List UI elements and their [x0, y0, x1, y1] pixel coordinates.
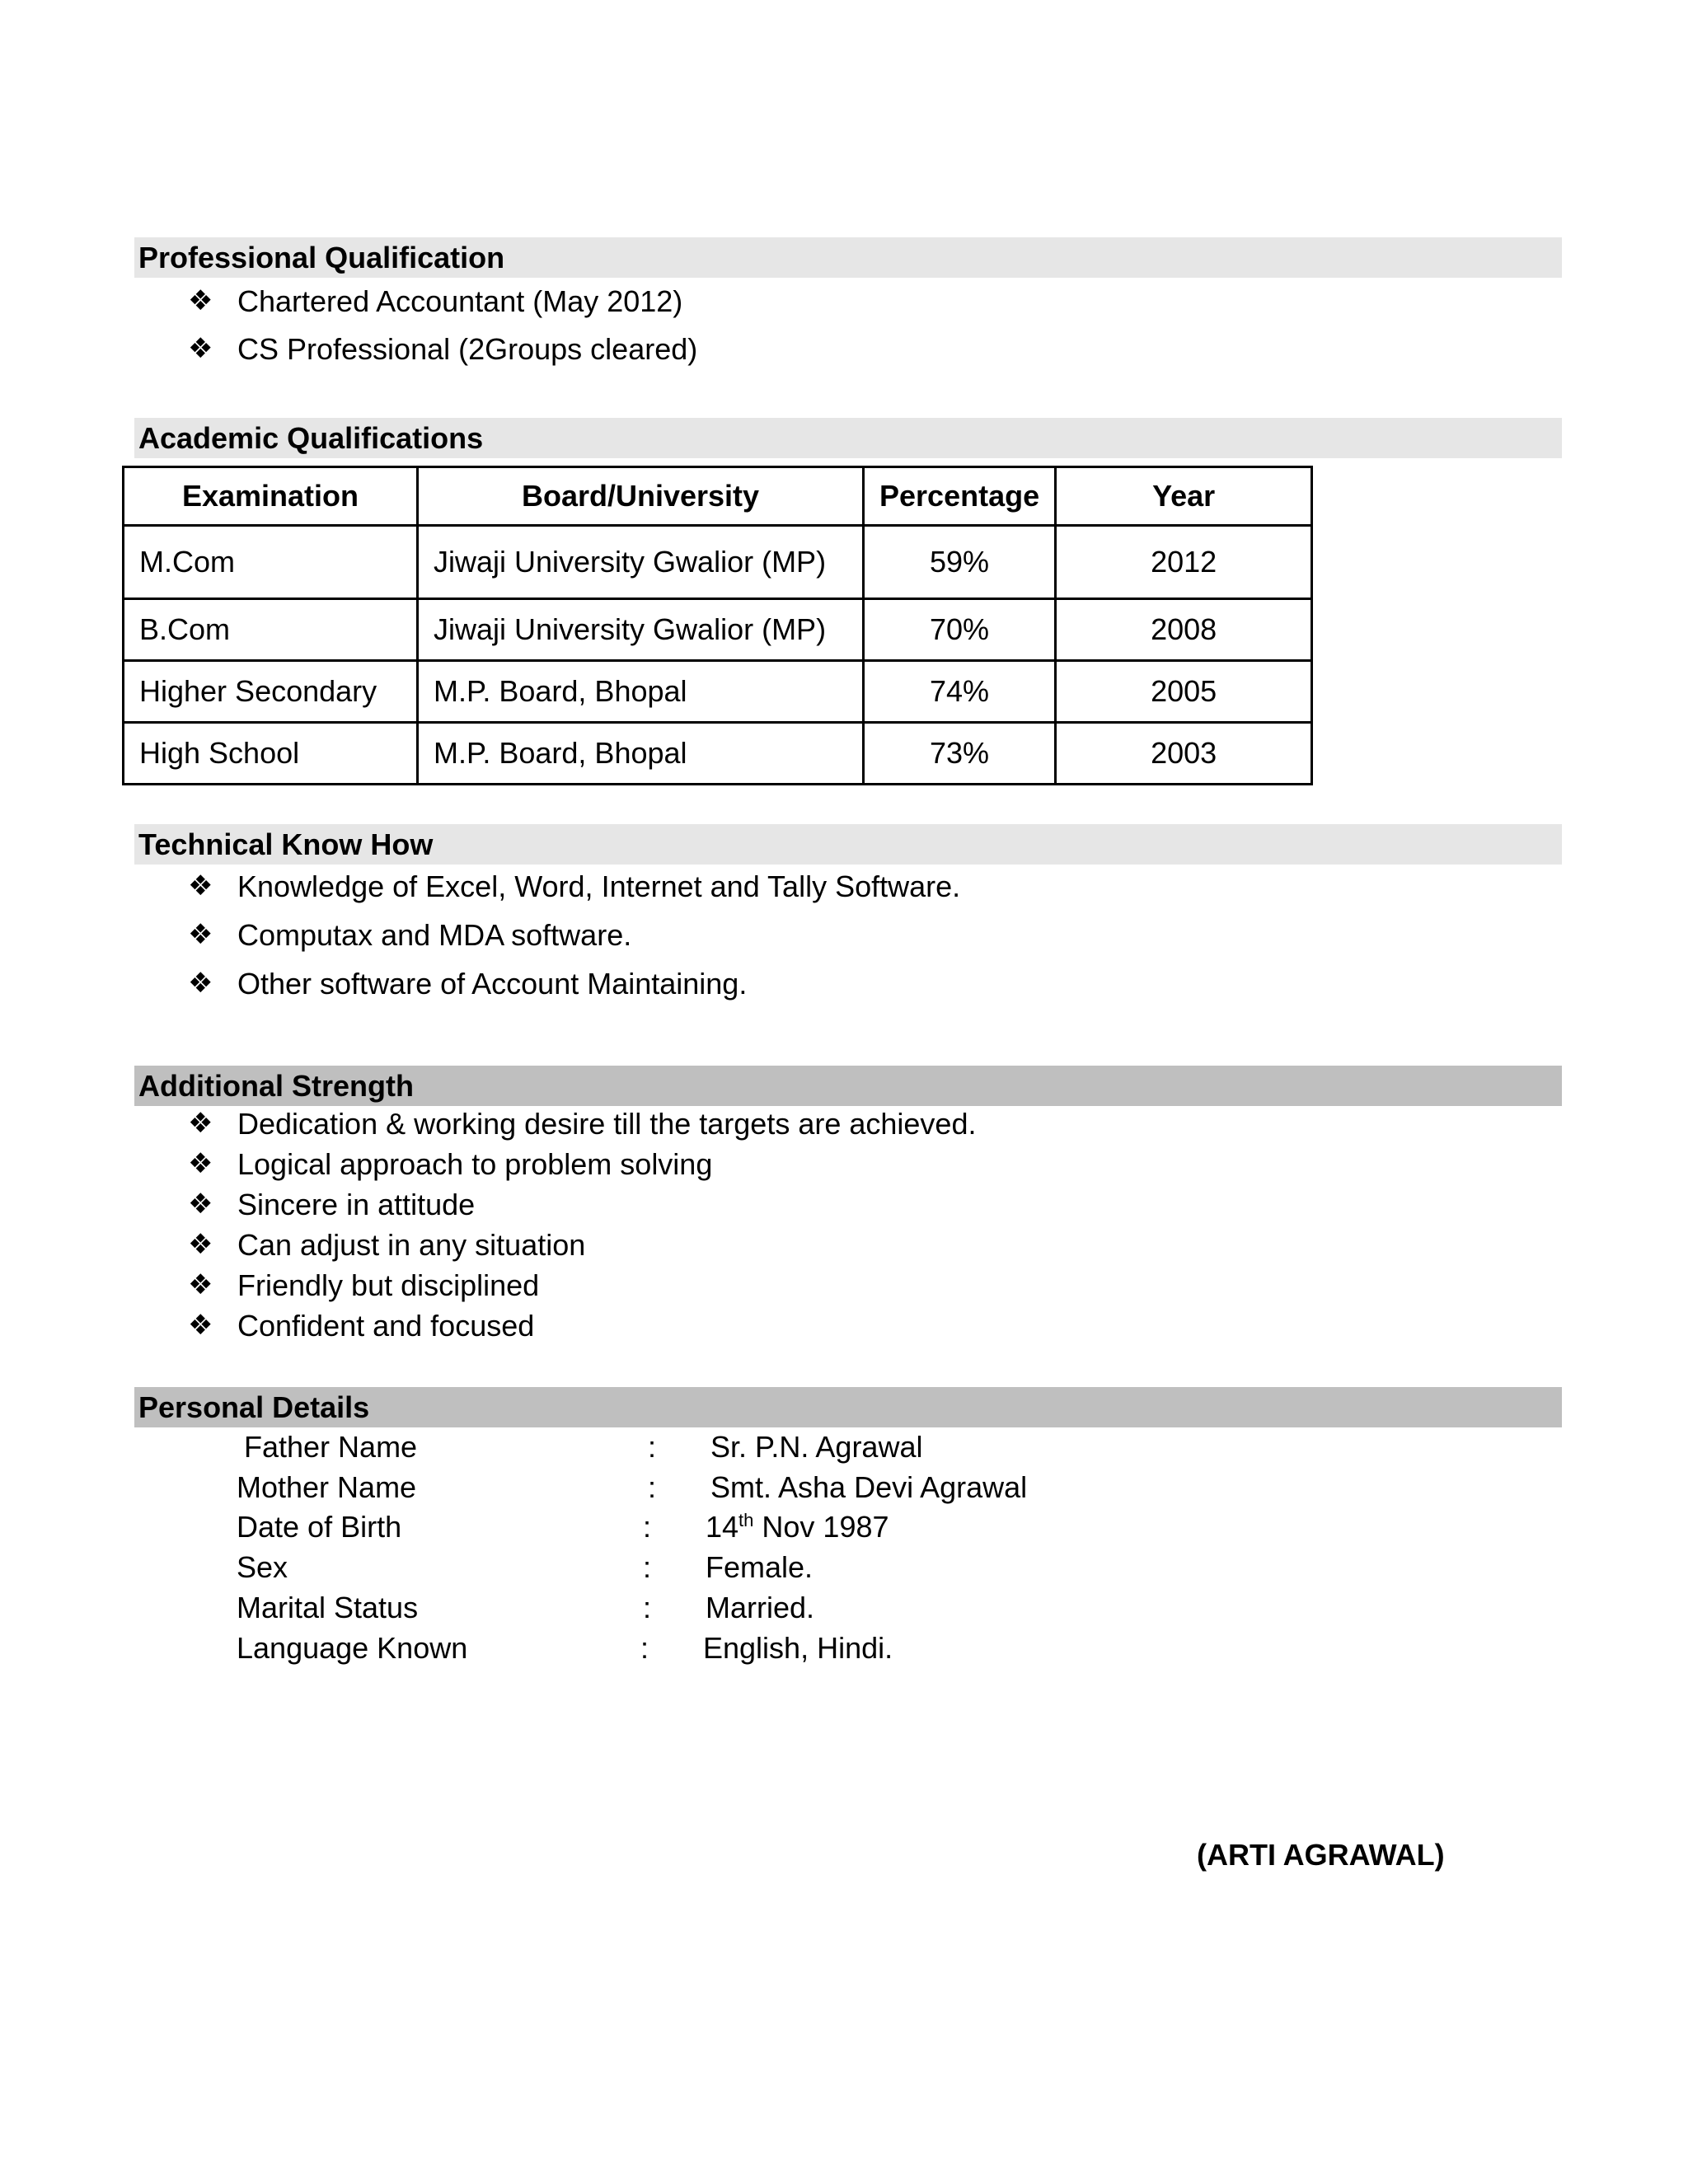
detail-separator: :: [640, 1631, 649, 1665]
list-item: ❖ Confident and focused: [188, 1309, 535, 1343]
detail-value: 14th Nov 1987: [706, 1510, 889, 1544]
signature-name: (ARTI AGRAWAL): [1197, 1838, 1445, 1872]
table-row: [124, 599, 1312, 661]
detail-value: Married.: [706, 1591, 815, 1624]
detail-value: Sr. P.N. Agrawal: [710, 1430, 923, 1464]
list-item: ❖ Can adjust in any situation: [188, 1228, 586, 1262]
table-cell: M.Com: [124, 526, 418, 599]
detail-separator: :: [643, 1550, 652, 1584]
personal-detail-row: [0, 1591, 1688, 1631]
detail-value: English, Hindi.: [703, 1631, 893, 1665]
table-row: [124, 661, 1312, 723]
diamond-bullet-icon: ❖: [188, 1188, 213, 1221]
table-row: [124, 723, 1312, 785]
list-item: ❖ Sincere in attitude: [188, 1188, 476, 1221]
table-cell: 2012: [1056, 526, 1312, 599]
professional-qualification-list: [188, 284, 697, 380]
table-cell: 2008: [1056, 599, 1312, 661]
diamond-bullet-icon: ❖: [188, 918, 213, 951]
detail-separator: :: [648, 1470, 657, 1504]
list-item: ❖ CS Professional (2Groups cleared): [188, 332, 698, 366]
academic-qualifications-heading: Academic Qualifications: [134, 418, 1562, 458]
personal-detail-row: [0, 1510, 1688, 1550]
detail-label: Father Name: [244, 1430, 418, 1464]
table-cell: Higher Secondary: [124, 661, 418, 723]
detail-value: Female.: [706, 1550, 814, 1584]
table-cell: 59%: [864, 526, 1056, 599]
list-item: ❖ Knowledge of Excel, Word, Internet and Tally Software.: [188, 869, 961, 903]
list-item: ❖ Computax and MDA software.: [188, 918, 632, 952]
diamond-bullet-icon: ❖: [188, 1228, 213, 1261]
personal-detail-row: [0, 1631, 1688, 1671]
additional-strength-list: [188, 1107, 976, 1349]
detail-label: Date of Birth: [237, 1510, 402, 1544]
technical-know-how-list: [188, 869, 960, 1015]
column-header-year: Year: [1056, 467, 1312, 526]
list-item: ❖ Other software of Account Maintaining.: [188, 967, 748, 1001]
personal-detail-row: [0, 1550, 1688, 1591]
diamond-bullet-icon: ❖: [188, 1268, 213, 1301]
diamond-bullet-icon: ❖: [188, 1147, 213, 1180]
diamond-bullet-icon: ❖: [188, 332, 213, 365]
personal-details-heading: Personal Details: [134, 1387, 1562, 1427]
table-cell: Jiwaji University Gwalior (MP): [418, 526, 864, 599]
detail-separator: :: [648, 1430, 657, 1464]
personal-detail-row: [0, 1470, 1688, 1511]
table-cell: 73%: [864, 723, 1056, 785]
table-header-row: [124, 467, 1312, 526]
detail-label: Language Known: [237, 1631, 468, 1665]
diamond-bullet-icon: ❖: [188, 1107, 213, 1140]
table-cell: 70%: [864, 599, 1056, 661]
table-cell: High School: [124, 723, 418, 785]
table-cell: M.P. Board, Bhopal: [418, 723, 864, 785]
table-cell: Jiwaji University Gwalior (MP): [418, 599, 864, 661]
detail-label: Sex: [237, 1550, 288, 1584]
detail-label: Mother Name: [237, 1470, 417, 1504]
table-cell: 74%: [864, 661, 1056, 723]
list-item: ❖ Chartered Accountant (May 2012): [188, 284, 683, 318]
diamond-bullet-icon: ❖: [188, 1309, 213, 1342]
column-header-percentage: Percentage: [864, 467, 1056, 526]
column-header-examination: Examination: [124, 467, 418, 526]
detail-separator: :: [643, 1510, 652, 1544]
table-cell: 2005: [1056, 661, 1312, 723]
table-cell: B.Com: [124, 599, 418, 661]
table-cell: 2003: [1056, 723, 1312, 785]
technical-know-how-heading: Technical Know How: [134, 824, 1562, 865]
detail-label: Marital Status: [237, 1591, 419, 1624]
column-header-board: Board/University: [418, 467, 864, 526]
personal-detail-row: [0, 1430, 1688, 1470]
additional-strength-heading: Additional Strength: [134, 1066, 1562, 1106]
detail-separator: :: [643, 1591, 652, 1624]
list-item: ❖ Dedication & working desire till the targets are achieved.: [188, 1107, 977, 1141]
diamond-bullet-icon: ❖: [188, 284, 213, 317]
detail-value: Smt. Asha Devi Agrawal: [710, 1470, 1028, 1504]
academic-qualifications-table: [122, 466, 1313, 785]
list-item: ❖ Logical approach to problem solving: [188, 1147, 713, 1181]
diamond-bullet-icon: ❖: [188, 967, 213, 1000]
professional-qualification-heading: Professional Qualification: [134, 237, 1562, 278]
table-row: [124, 526, 1312, 599]
list-item: ❖ Friendly but disciplined: [188, 1268, 540, 1302]
diamond-bullet-icon: ❖: [188, 869, 213, 902]
table-cell: M.P. Board, Bhopal: [418, 661, 864, 723]
